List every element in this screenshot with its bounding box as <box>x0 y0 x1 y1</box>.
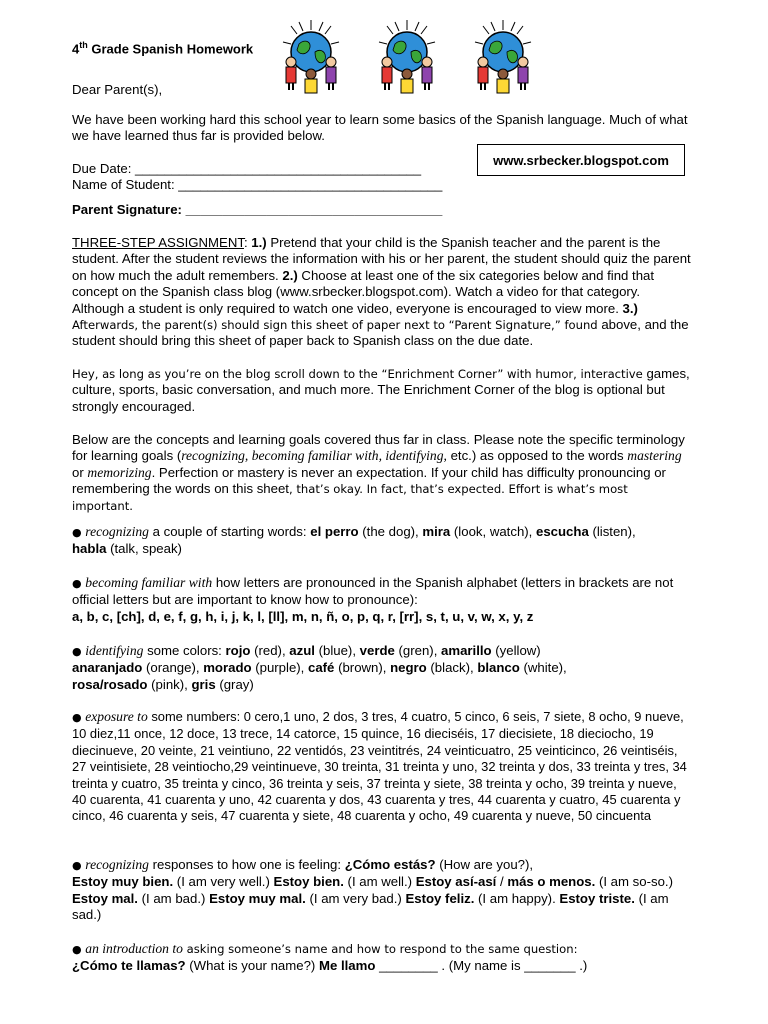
alphabet-letters: a, b, c, [ch], d, e, f, g, h, i, j, k, l, [ll], m, n, ñ, o, p, q, r, [rr], s, t, u, v, w, x, y, z <box>72 608 534 624</box>
bullet-icon: ● <box>72 645 82 658</box>
step-3-text-rest: above, and the student should bring this sheet of paper back to Spanish class on the due date. <box>72 317 689 349</box>
bullet-icon: ● <box>72 526 82 539</box>
greeting: Dear Parent(s), <box>72 82 163 97</box>
section-colors: ● identifying some colors: rojo (red), azul (blue), verde (gren), amarillo (yellow) anaranjado (orange), morado (purple), café (brown), negro (black), blanco (white), rosa/rosado (pink), gris (gray) <box>72 643 567 692</box>
student-name-field[interactable]: Name of Student: ____________________________________ <box>72 177 443 192</box>
page-title <box>72 40 253 56</box>
step-2-text: Choose at least one of the six categories below and find that concept on the Spanish class blog (www.srbecker.blogspot.com). Watch a video for that category. Although a student is only required to watch one video, everyone is encouraged to view more. <box>72 267 655 316</box>
section-starting-words: ● recognizing a couple of starting words: el perro (the dog), mira (look, watch), escucha (listen), habla (talk, speak) <box>72 524 636 557</box>
section-numbers: ● exposure to some numbers: 0 cero,1 uno, 2 dos, 3 tres, 4 cuatro, 5 cinco, 6 seis, 7 siete, 8 ocho, 9 nueve, 10 diez,11 once, 12 doce, 13 trece, 14 catorce, 15 quince, 16 dieciséis, 17 diecisiete, 18 dieciocho, 19 diecinueve, 20 veinte, 21 veintiuno, 22 ventidós, 23 veintitrés, 24 veinticuatro, 25 veinticinco, 26 veintiséis, 27 veintisiete, 28 veintiocho,29 veintinueve, 30 treinta, 31 treinta y uno, 32 treinta y dos, 33 treinta y tres, 34 treinta y cuatro, 35 treinta y cinco, 36 treinta y seis, 37 treinta y siete, 38 treinta y ocho, 39 treinta y nueve, 40 cuarenta, 41 cuarenta y uno, 42 cuarenta y dos, 43 cuarenta y tres, 44 cuarenta y cuatro, 45 cuarenta y cinco, 46 cuarenta y seis, 47 cuarenta y siete, 48 cuarenta y ocho, 49 cuarenta y nueve, 50 cincuenta <box>72 709 687 824</box>
title-text: Grade Spanish Homework <box>87 41 254 57</box>
section-alphabet: ● becoming familiar with how letters are pronounced in the Spanish alphabet (letters in brackets are not official letters but are important to know how to pronounce): a, b, c, [ch], d, e, f, g, h, i, j, k, l, [ll], m, n, ñ, o, p, q, r, [rr], s, t, u, v, w, x, y, z <box>72 575 674 624</box>
enrichment-paragraph: Hey, as long as you’re on the blog scroll down to the “Enrichment Corner” with humor, interactive games, culture, sports, basic conversation, and much more. The Enrichment Corner of the blog is optional but strongly encouraged. <box>72 366 690 414</box>
bullet-icon: ● <box>72 859 82 872</box>
step-2-number: 2.) <box>282 267 298 283</box>
step-1-text: Pretend that your child is the Spanish teacher and the parent is the student. After the student reviews the information with his or her parent, the student should quiz the parent on how much the adult remembers. <box>72 235 691 283</box>
parent-signature-label: Parent Signature: ___________________________________ <box>72 202 443 217</box>
due-date-field[interactable]: Due Date: _______________________________________ <box>72 161 422 176</box>
step-3-number: 3.) <box>622 300 638 316</box>
intro-paragraph: We have been working hard this school year to learn some basics of the Spanish language. Much of what we have learned thus far is provided below. <box>72 112 688 144</box>
blog-url-box: www.srbecker.blogspot.com <box>477 144 685 176</box>
title-grade-number: 4 <box>72 41 80 57</box>
parent-signature-field[interactable] <box>72 202 472 218</box>
assignment-paragraph: THREE-STEP ASSIGNMENT: 1.) Pretend that your child is the Spanish teacher and the parent is the student. After the student reviews the information with his or her parent, the student should quiz the parent on how much the adult remembers. 2.) Choose at least one of the six categories below and find that concept on the Spanish class blog (www.srbecker.blogspot.com). Watch a video for that category. Although a student is only required to watch one video, everyone is encouraged to view more. 3.) Afterwards, the parent(s) should sign this sheet of paper next to “Parent Signature,” found above, and the student should bring this sheet of paper back to Spanish class on the due date. <box>72 235 691 349</box>
step-3-text: Afterwards, the parent(s) should sign this sheet of paper next to “Parent Signature,” found <box>72 318 598 333</box>
section-names: ● an introduction to asking someone’s name and how to respond to the same question: ¿Cómo te llamas? (What is your name?) Me llamo ________ . (My name is _______ .) <box>72 941 588 974</box>
bullet-icon: ● <box>72 943 82 956</box>
assignment-heading: THREE-STEP ASSIGNMENT <box>72 235 244 250</box>
section-feelings: ● recognizing responses to how one is feeling: ¿Cómo estás? (How are you?), Estoy muy bien. (I am very well.) Estoy bien. (I am well.) Estoy así-así / más o menos. (I am so-so.) Estoy mal. (I am bad.) Estoy muy mal. (I am very bad.) Estoy feliz. (I am happy). Estoy triste. (I am sad.) <box>72 857 673 923</box>
concepts-paragraph: Below are the concepts and learning goals covered thus far in class. Please note the specific terminology for learning goals (recognizing, becoming familiar with, identifying, etc.) as opposed to the words mastering or memorizing. Perfection or mastery is never an expectation. If your child has difficulty pronouncing or remembering the words on this sheet, that’s okay. In fact, that’s expected. Effort is what’s most important. <box>72 432 685 513</box>
title-grade-suffix: th <box>79 40 88 50</box>
step-1-number: 1.) <box>251 235 267 250</box>
bullet-icon: ● <box>72 577 82 590</box>
bullet-icon: ● <box>72 711 82 724</box>
